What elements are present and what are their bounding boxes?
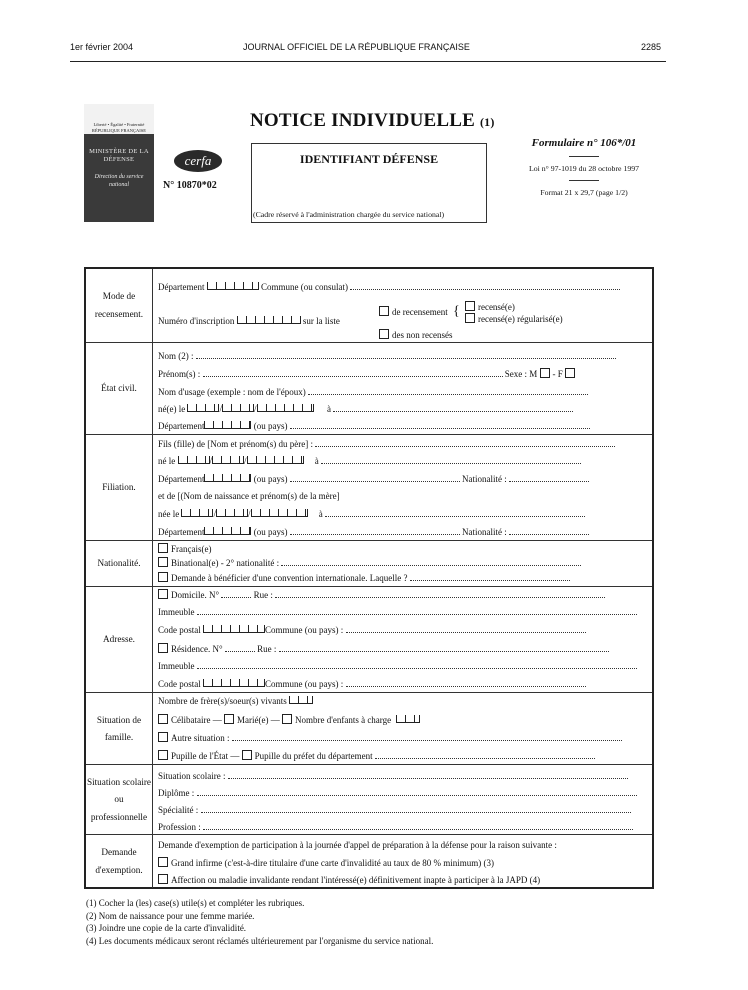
section-label: Mode de recensement.	[86, 269, 153, 342]
affection-checkbox[interactable]	[158, 874, 168, 884]
domicile-checkbox[interactable]	[158, 589, 168, 599]
pupille-etat-checkbox[interactable]	[158, 750, 168, 760]
identifiant-title: IDENTIFIANT DÉFENSE	[299, 152, 439, 166]
nationalite-field[interactable]	[509, 526, 589, 535]
header-page-number: 2285	[641, 42, 662, 52]
freres-cells[interactable]	[289, 696, 313, 704]
rue-field[interactable]	[279, 643, 609, 652]
form-number: Formulaire n° 106*/01	[531, 137, 637, 149]
section-label: Demande d'exemption.	[86, 835, 153, 888]
pupille-prefet-checkbox[interactable]	[242, 750, 252, 760]
document-title	[250, 110, 495, 132]
recensement-options: de recensement { recensé(e) recensé(e) régularisé(e)	[379, 301, 646, 325]
law-reference: Loi n° 97-1019 du 28 octobre 1997	[528, 164, 640, 173]
autre-checkbox[interactable]	[158, 732, 168, 742]
pupille-row: Pupille de l'État — Pupille du préfet du département	[158, 750, 646, 761]
convention-field[interactable]	[410, 572, 570, 581]
separator	[569, 180, 599, 181]
section-label: État civil.	[86, 343, 153, 435]
freres-row: Nombre de frère(s)/soeur(s) vivants	[158, 696, 646, 706]
marianne-flag: Liberté • Égalité • Fraternité RÉPUBLIQUE FRANÇAISE	[84, 104, 154, 134]
section-label: Situation scolaire ou professionnelle	[86, 765, 153, 835]
identifiant-note: (Cadre réservé à l'administration chargée du service national)	[253, 210, 445, 219]
binational-checkbox[interactable]	[158, 557, 168, 567]
mere-row: et de [(Nom de naissance et prénom(s) de la mère]	[158, 491, 340, 501]
footnote: (2) Nom de naissance pour une femme mariée.	[86, 910, 255, 921]
departement-cells[interactable]	[204, 421, 251, 429]
immeuble-row: Immeuble	[158, 606, 646, 617]
section-famille	[86, 692, 652, 765]
section-label: Nationalité.	[86, 541, 153, 587]
section-mode	[86, 269, 652, 342]
annee-cells[interactable]	[247, 456, 304, 464]
pere-row: Fils (fille) de [Nom et prénom(s) du père] :	[158, 438, 646, 449]
code-postal-row: Code postal Commune (ou pays) :	[158, 624, 646, 635]
sexe-m-checkbox[interactable]	[540, 368, 550, 378]
francais-checkbox[interactable]	[158, 543, 168, 553]
form-reference	[514, 137, 654, 197]
jour-cells[interactable]	[187, 404, 219, 412]
pere-field[interactable]	[315, 438, 615, 447]
lieu-field[interactable]	[325, 508, 585, 517]
mois-cells[interactable]	[212, 456, 244, 464]
section-filiation	[86, 434, 652, 541]
section-etat-civil	[86, 342, 652, 435]
cerfa-number: N° 10870*02	[163, 180, 217, 191]
nationalite-field[interactable]	[509, 473, 589, 482]
exemption-intro: Demande d'exemption de participation à la journée d'appel de préparation à la défense pour la raison suivante :	[158, 840, 557, 850]
domicile-row: Domicile. N° Rue :	[158, 589, 646, 600]
footnote: (3) Joindre une copie de la carte d'invalidité.	[86, 923, 247, 933]
format-reference: Format 21 x 29,7 (page 1/2)	[540, 188, 628, 197]
mere-naissance-row: née le / / à	[158, 508, 646, 519]
commune-field[interactable]	[346, 678, 586, 687]
notice-form	[84, 267, 654, 889]
code-postal-cells[interactable]	[203, 625, 265, 633]
mere-departement-row: Département (ou pays) Nationalité :	[158, 526, 646, 537]
francais-row: Français(e)	[158, 543, 646, 554]
autre-field[interactable]	[232, 732, 622, 741]
rue-field[interactable]	[275, 589, 605, 598]
section-scolaire	[86, 764, 652, 835]
binational-row: Binational(e) - 2° nationalité :	[158, 557, 646, 568]
nom-field[interactable]	[196, 350, 616, 359]
pays-field[interactable]	[290, 473, 460, 482]
scolaire-row: Situation scolaire :	[158, 770, 646, 781]
residence-checkbox[interactable]	[158, 643, 168, 653]
mois-cells[interactable]	[222, 404, 254, 412]
direction-name: Direction du service national	[94, 174, 144, 188]
separator	[569, 156, 599, 157]
departement-cells[interactable]	[204, 527, 251, 535]
header-rule	[70, 61, 666, 62]
numero-field[interactable]	[221, 589, 251, 598]
immeuble-row: Immeuble	[158, 660, 646, 671]
prenoms-row: Prénom(s) : Sexe : M - F	[158, 368, 646, 379]
non-recenses-checkbox[interactable]	[379, 329, 389, 339]
jour-cells[interactable]	[178, 456, 210, 464]
identifiant-box	[251, 143, 487, 223]
profession-row: Profession :	[158, 821, 646, 832]
scolaire-field[interactable]	[228, 770, 628, 779]
section-adresse	[86, 586, 652, 693]
title-ref: (1)	[479, 115, 495, 129]
code-postal-cells[interactable]	[203, 679, 265, 687]
header-journal: JOURNAL OFFICIEL DE LA RÉPUBLIQUE FRANÇAISE	[243, 42, 470, 52]
etat-famille-row: Célibataire — Marié(e) — Nombre d'enfants à charge	[158, 714, 646, 725]
etat-departement-row: Département (ou pays)	[158, 420, 646, 431]
code-postal-row: Code postal Commune (ou pays) :	[158, 678, 646, 689]
sexe-f-checkbox[interactable]	[565, 368, 575, 378]
pays-field[interactable]	[290, 526, 460, 535]
celibataire-checkbox[interactable]	[158, 714, 168, 724]
pays-field[interactable]	[290, 420, 590, 429]
section-label: Filiation.	[86, 435, 153, 541]
specialite-field[interactable]	[201, 804, 631, 813]
autre-row: Autre situation :	[158, 732, 646, 743]
enfants-cells[interactable]	[396, 715, 420, 723]
marie-checkbox[interactable]	[224, 714, 234, 724]
diplome-row: Diplôme :	[158, 787, 646, 798]
mois-cells[interactable]	[216, 509, 248, 517]
infirme-row: Grand infirme (c'est-à-dire titulaire d'une carte d'invalidité au taux de 80 % minimum) (3)	[158, 857, 646, 868]
commune-field[interactable]	[350, 281, 620, 290]
affection-row: Affection ou maladie invalidante rendant l'intéressé(e) définitivement inapte à participer à la JAPD (4)	[158, 874, 646, 885]
usage-field[interactable]	[308, 386, 588, 395]
convention-row: Demande à bénéficier d'une convention internationale. Laquelle ?	[158, 572, 646, 583]
section-exemption	[86, 834, 652, 888]
binational-field[interactable]	[281, 557, 581, 566]
mode-departement-row: Département Commune (ou consulat)	[158, 281, 646, 292]
profession-field[interactable]	[203, 821, 633, 830]
residence-row: Résidence. N° Rue :	[158, 643, 646, 654]
pere-departement-row: Département (ou pays) Nationalité :	[158, 473, 646, 484]
immeuble-field[interactable]	[197, 660, 637, 669]
ministry-name: MINISTÈRE DE LA DÉFENSE	[89, 148, 149, 164]
section-nationalite	[86, 540, 652, 587]
lieu-field[interactable]	[321, 455, 581, 464]
cerfa-logo: cerfa	[174, 150, 222, 172]
departement-cells[interactable]	[207, 282, 259, 290]
departement-cells[interactable]	[204, 474, 251, 482]
title-main: NOTICE INDIVIDUELLE	[250, 110, 475, 131]
recense-checkbox[interactable]	[465, 301, 475, 311]
de-recensement-checkbox[interactable]	[379, 306, 389, 316]
header-date: 1er février 2004	[70, 42, 134, 52]
annee-cells[interactable]	[251, 509, 308, 517]
convention-checkbox[interactable]	[158, 572, 168, 582]
commune-field[interactable]	[346, 624, 586, 633]
immeuble-field[interactable]	[197, 606, 637, 615]
specialite-row: Spécialité :	[158, 804, 646, 815]
prenoms-field[interactable]	[203, 368, 503, 377]
annee-cells[interactable]	[257, 404, 314, 412]
footnote: (1) Cocher la (les) case(s) utile(s) et compléter les rubriques.	[86, 898, 305, 908]
usage-row: Nom d'usage (exemple : nom de l'époux)	[158, 386, 646, 397]
naissance-row: né(e) le / / à	[158, 403, 646, 414]
infirme-checkbox[interactable]	[158, 857, 168, 867]
inscription-cells[interactable]	[237, 316, 301, 324]
numero-field[interactable]	[225, 643, 255, 652]
pupille-field[interactable]	[375, 750, 595, 759]
non-recenses-row: des non recensés	[379, 329, 646, 340]
ministry-logo	[84, 104, 154, 222]
nom-row: Nom (2) :	[158, 350, 646, 361]
section-label: Adresse.	[86, 587, 153, 693]
footnote: (4) Les documents médicaux seront réclamés ultérieurement par l'organisme du service national.	[86, 935, 434, 946]
jour-cells[interactable]	[181, 509, 213, 517]
pere-naissance-row: né le / / à	[158, 455, 646, 466]
lieu-field[interactable]	[333, 403, 573, 412]
diplome-field[interactable]	[197, 787, 637, 796]
inscription-row: Numéro d'inscription sur la liste	[158, 316, 340, 326]
enfants-checkbox[interactable]	[282, 714, 292, 724]
footnotes	[86, 897, 433, 947]
section-label: Situation de famille.	[86, 693, 153, 765]
